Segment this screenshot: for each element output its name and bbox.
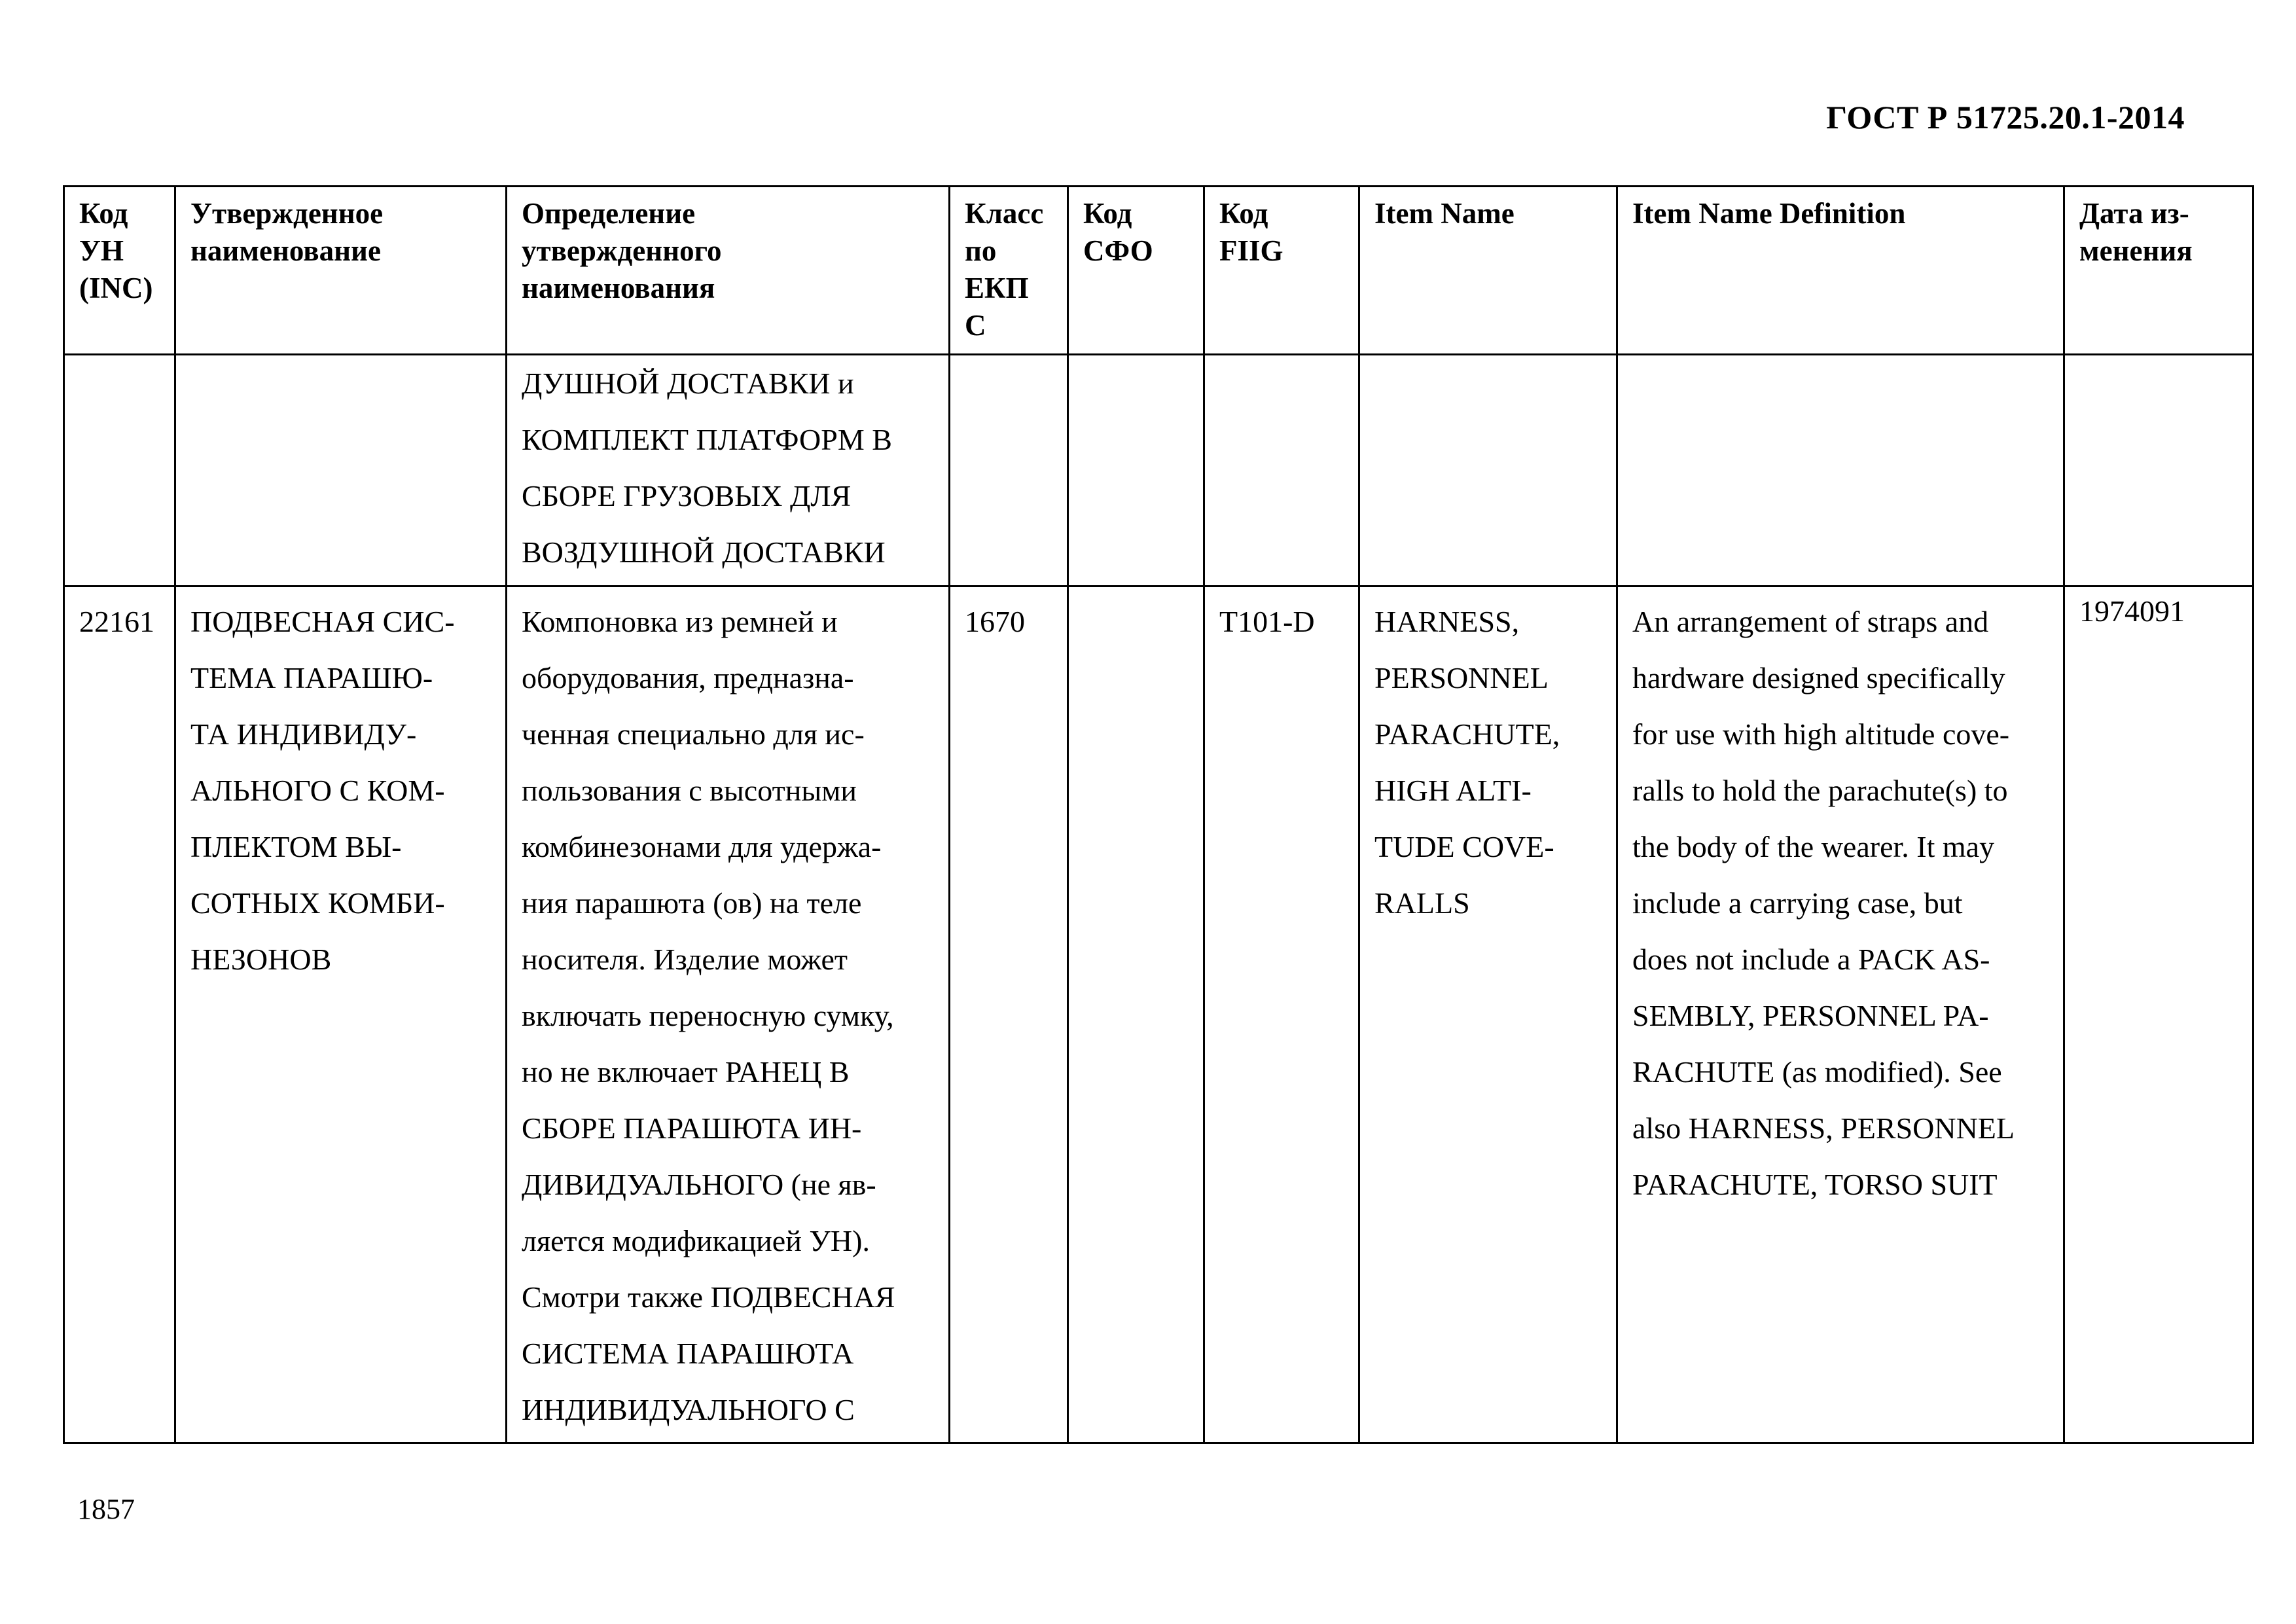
cell-item-name-definition [1617,586,2064,1443]
text-line: оборудования, предназна- [522,661,854,695]
text-line: Класс [965,197,1044,230]
column-header-approved-definition [507,187,950,355]
text-line: ЕКП [965,272,1029,304]
column-header-fsc-class [950,187,1068,355]
text-line: АЛЬНОГО С КОМ- [190,774,445,807]
text-line: утвержденного [522,234,722,267]
text-line: КОМПЛЕКТ ПЛАТФОРМ В [522,423,892,456]
text-line: FIIG [1219,234,1283,267]
cell-inc-code [64,355,175,586]
column-header-sfo-code [1068,187,1204,355]
text-line: СБОРЕ ГРУЗОВЫХ ДЛЯ [522,479,852,513]
text-line: ТЕМА ПАРАШЮ- [190,661,433,695]
text-line: the body of the wearer. It may [1632,830,1995,863]
text-line: С [965,309,986,342]
fiig-code-value: T101-D [1219,605,1315,638]
cell-change-date [2064,355,2253,586]
text-line: комбинезонами для удержа- [522,830,882,863]
text-line: ляется модификацией УН). [522,1224,870,1257]
cell-fsc-class [950,355,1068,586]
text-line: ralls to hold the parachute(s) to [1632,774,2008,807]
text-line: по [965,234,997,267]
page-number: 1857 [77,1493,135,1525]
text-line: PARACHUTE, [1374,717,1560,751]
text-line: does not include a PACK AS- [1632,943,1990,976]
column-header-approved-name [175,187,507,355]
text-line: An arrangement of straps and [1632,605,1989,638]
change-date-value: 1974091 [2079,594,2185,628]
text-line: НЕЗОНОВ [190,943,332,976]
text-line: hardware designed specifically [1632,661,2005,695]
text-line: PARACHUTE, TORSO SUIT [1632,1168,1998,1201]
text-line: Item Name Definition [1632,197,1906,230]
text-line: Item Name [1374,197,1515,230]
text-line: ВОЗДУШНОЙ ДОСТАВКИ [522,535,886,569]
text-line: включать переносную сумку, [522,999,894,1032]
text-line: ДУШНОЙ ДОСТАВКИ и [522,367,854,400]
table-header-row [64,187,2253,355]
cell-approved-definition [507,586,950,1443]
catalog-table [63,185,2254,1444]
text-line: СФО [1083,234,1153,267]
text-line: ДИВИДУАЛЬНОГО (не яв- [522,1168,876,1201]
table-row [64,586,2253,1443]
text-line: наименование [190,234,381,267]
text-line: но не включает РАНЕЦ В [522,1055,850,1089]
text-line: УН [79,234,124,267]
cell-approved-name [175,355,507,586]
text-line: ИНДИВИДУАЛЬНОГО С [522,1393,855,1426]
text-line: include a carrying case, but [1632,886,1963,920]
text-line: RACHUTE (as modified). See [1632,1055,2002,1089]
text-line: ТА ИНДИВИДУ- [190,717,417,751]
column-header-fiig-code [1204,187,1359,355]
text-line: Код [1083,197,1132,230]
cell-approved-definition [507,355,950,586]
text-line: наименования [522,272,715,304]
text-line: ПОДВЕСНАЯ СИС- [190,605,455,638]
text-line: TUDE COVE- [1374,830,1554,863]
cell-fsc-class [950,586,1068,1443]
cell-change-date [2064,586,2253,1443]
text-line: СИСТЕМА ПАРАШЮТА [522,1337,854,1370]
text-line: Смотри также ПОДВЕСНАЯ [522,1280,895,1314]
text-line: for use with high altitude cove- [1632,717,2010,751]
cell-item-name [1359,586,1617,1443]
cell-fiig-code [1204,355,1359,586]
text-line: Код [79,197,128,230]
text-line: (INC) [79,272,153,304]
column-header-item-name [1359,187,1617,355]
text-line: пользования с высотными [522,774,857,807]
text-line: СОТНЫХ КОМБИ- [190,886,445,920]
cell-fiig-code [1204,586,1359,1443]
table-row-continuation [64,355,2253,586]
text-line: Компоновка из ремней и [522,605,838,638]
column-header-inc-code [64,187,175,355]
standard-code-header: ГОСТ Р 51725.20.1-2014 [1826,99,2185,135]
column-header-item-name-definition [1617,187,2064,355]
text-line: ния парашюта (ов) на теле [522,886,862,920]
text-line: also HARNESS, PERSONNEL [1632,1111,2015,1145]
cell-item-name-definition [1617,355,2064,586]
text-line: HARNESS, [1374,605,1520,638]
text-line: носителя. Изделие может [522,943,848,976]
text-line: ченная специально для ис- [522,717,865,751]
column-header-change-date [2064,187,2253,355]
text-line: Утвержденное [190,197,384,230]
text-line: RALLS [1374,886,1470,920]
text-line: Дата из- [2079,197,2189,230]
text-line: HIGH ALTI- [1374,774,1532,807]
cell-item-name [1359,355,1617,586]
cell-inc-code [64,586,175,1443]
inc-code-value: 22161 [79,605,154,638]
cell-sfo-code [1068,355,1204,586]
cell-sfo-code [1068,586,1204,1443]
fsc-class-value: 1670 [965,605,1025,638]
text-line: Код [1219,197,1268,230]
text-line: СБОРЕ ПАРАШЮТА ИН- [522,1111,862,1145]
text-line: PERSONNEL [1374,661,1549,695]
text-line: менения [2079,234,2193,267]
cell-approved-name [175,586,507,1443]
text-line: Определение [522,197,696,230]
text-line: SEMBLY, PERSONNEL PA- [1632,999,1989,1032]
text-line: ПЛЕКТОМ ВЫ- [190,830,402,863]
